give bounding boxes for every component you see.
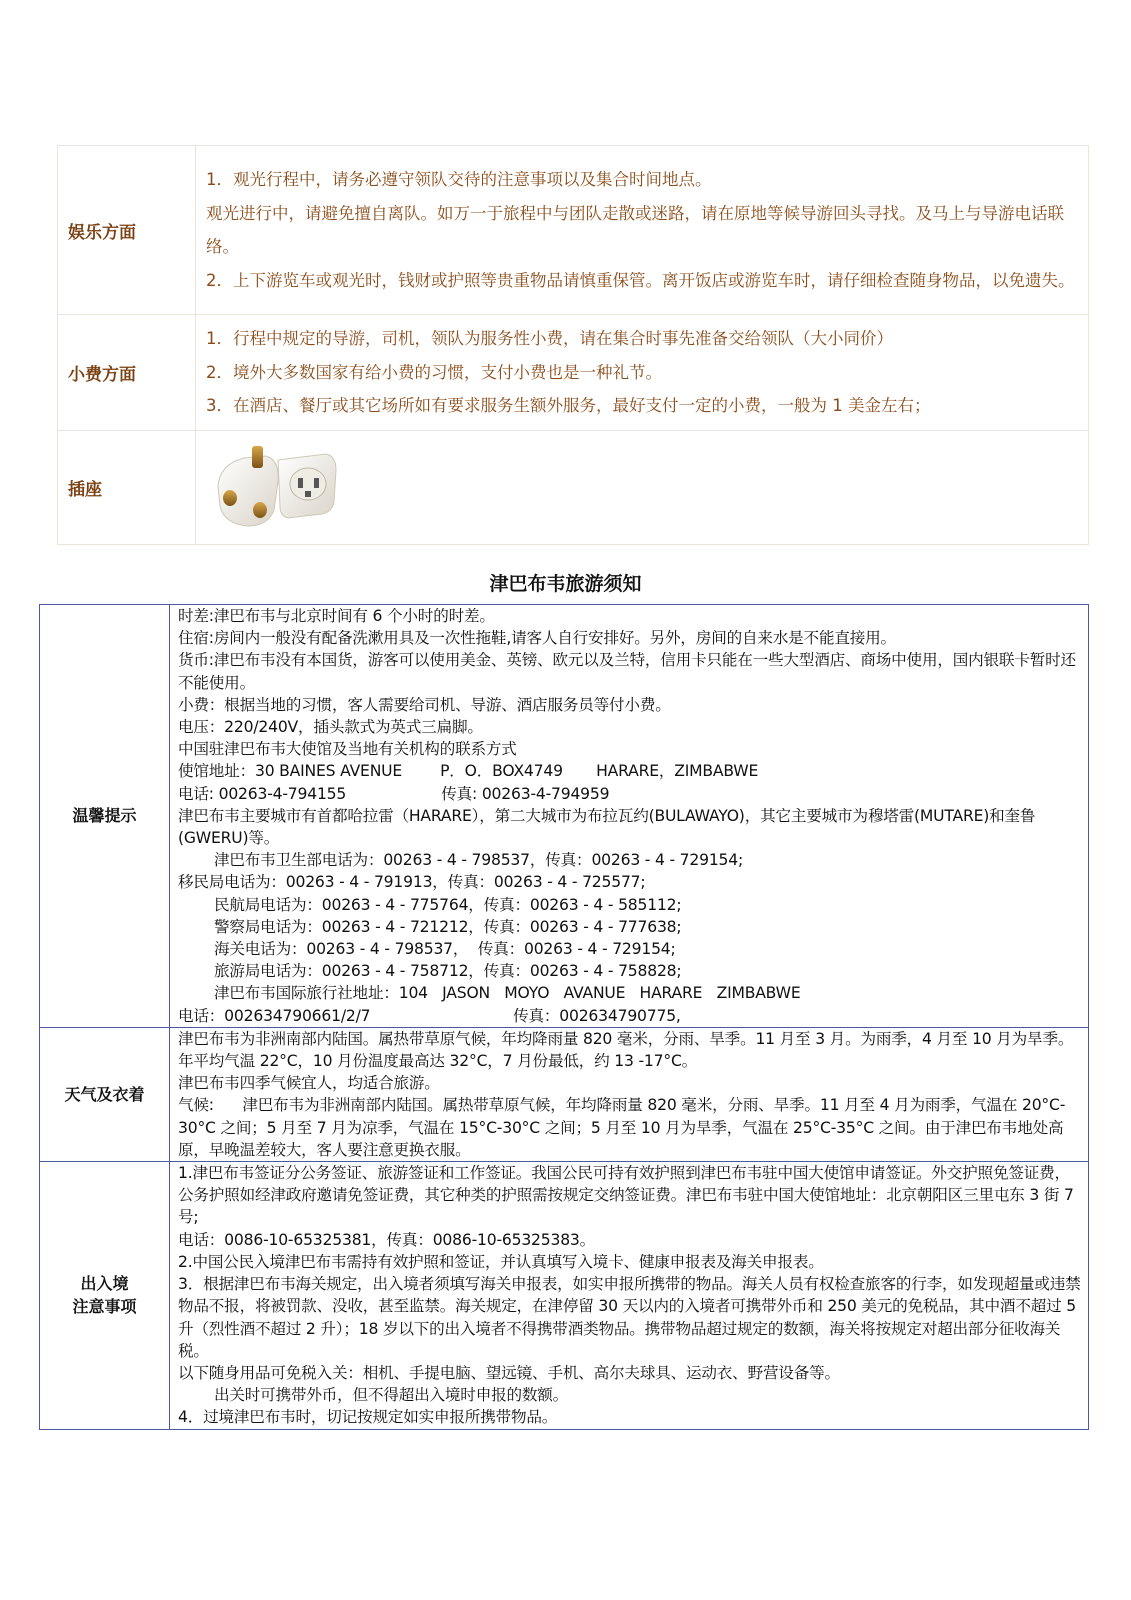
tips-line: 海关电话为：00263 - 4 - 798537， 传真：00263 - 4 - 729154;: [214, 940, 676, 959]
tips-line: 津巴布韦卫生部电话为：00263 - 4 - 798537，传真：00263 - 4 - 729154;: [214, 851, 744, 870]
zimbabwe-info-table: [39, 604, 1089, 1430]
tips-line: 货币:津巴布韦没有本国货，游客可以使用美金、英镑、欧元以及兰特，信用卡只能在一些大型酒店、商场中使用，国内银联卡暂时还不能使用。: [178, 651, 1076, 692]
entertainment-line-2: 观光进行中，请避免擅自离队。如万一于旅程中与团队走散或迷路，请在原地等候导游回头寻找。及马上与导游电话联络。: [206, 203, 1064, 256]
weather-line: 津巴布韦四季气候宜人，均适合旅游。: [178, 1074, 440, 1093]
tips-line: 使馆地址：30 BAINES AVENUE P．O．BOX4749 HARARE，ZIMBABWE: [178, 762, 759, 781]
entertainment-content: [196, 146, 1089, 315]
entertainment-row: [58, 146, 1089, 315]
tips-line: 小费：根据当地的习惯，客人需要给司机、导游、酒店服务员等付小费。: [178, 695, 671, 714]
entry-exit-line: 电话：0086-10-65325381，传真：0086-10-65325383。: [178, 1230, 596, 1249]
entry-exit-line: 3．根据津巴布韦海关规定，出入境者须填写海关申报表，如实申报所携带的物品。海关人员有权检查旅客的行李，如发现超量或违禁物品不报，将被罚款、没收，甚至监禁。海关规定，在津停留 30 天以内的入境者可携带外币和 250 美元的免税品，其中酒不超过 5 升（烈性酒不超过 2 升）；18 岁以下的出入境者不得携带酒类物品。携带物品超过规定的数额，海关将按规定对超出部分征收海关税。: [178, 1275, 1081, 1360]
weather-heading: 天气及衣着: [40, 1027, 170, 1161]
entry-exit-row: [40, 1162, 1089, 1429]
weather-line: 津巴布韦为非洲南部内陆国。属热带草原气候，年均降雨量 820 毫米，分雨、旱季。11 月至 3 月。为雨季，4 月至 10 月为旱季。年平均气温 22°C，10 月份温度最高达 32°C，7 月份最低，约 13 -17°C。: [178, 1029, 1074, 1071]
socket-row: [58, 431, 1089, 545]
document-title: 津巴布韦旅游须知: [489, 573, 642, 595]
tipping-row: [58, 315, 1089, 431]
tipping-line-3: 3．在酒店、餐厅或其它场所如有要求服务生额外服务，最好支付一定的小费，一般为 1 美金左右；: [206, 396, 931, 416]
entry-exit-heading-line-1: 出入境: [80, 1274, 129, 1294]
entertainment-line-1: 1．观光行程中，请务必遵守领队交待的注意事项以及集合时间地点。: [206, 170, 712, 189]
power-adapter-photo: [208, 436, 340, 540]
tips-line: 电压：220/240V，插头款式为英式三扁脚。: [178, 718, 483, 737]
tips-line: 警察局电话为：00263 - 4 - 721212，传真：00263 - 4 - 777638;: [214, 917, 682, 936]
tips-line: 旅游局电话为：00263 - 4 - 758712，传真：00263 - 4 - 758828;: [214, 962, 682, 981]
weather-content: [170, 1027, 1089, 1161]
weather-line: 气候: 津巴布韦为非洲南部内陆国。属热带草原气候，年均降雨量 820 毫米，分雨、旱季。11 月至 4 月为雨季，气温在 20°C-30°C 之间；5 月至 7 月为凉季，气温在 15°C-30°C 之间；5 月至 10 月为旱季，气温在 25°C-35°C 之间。由于津巴布韦地处高原，早晚温差较大，客人要注意更换衣服。: [178, 1096, 1066, 1159]
entry-exit-line: 出关时可携带外币，但不得超出入境时申报的数额。: [214, 1386, 569, 1405]
tipping-line-2: 2．境外大多数国家有给小费的习惯，支付小费也是一种礼节。: [206, 362, 662, 382]
weather-row: [40, 1027, 1089, 1161]
tips-content: [170, 605, 1089, 1028]
tips-heading: 温馨提示: [40, 605, 170, 1028]
entry-exit-line: 以下随身用品可免税入关：相机、手提电脑、望远镜、手机、高尔夫球具、运动衣、野营设备等。: [178, 1363, 840, 1382]
socket-content: [196, 431, 1089, 545]
entry-exit-content: [170, 1162, 1089, 1429]
entertainment-line-3: 2．上下游览车或观光时，钱财或护照等贵重物品请慎重保管。离开饭店或游览车时，请仔细检查随身物品，以免遗失。: [206, 270, 1075, 290]
tipping-line-1: 1．行程中规定的导游，司机，领队为服务性小费，请在集合时事先准备交给领队（大小同价）: [206, 329, 893, 349]
tips-line: 电话：002634790661/2/7 传真：002634790775,: [178, 1006, 681, 1025]
tipping-heading: 小费方面: [58, 315, 196, 431]
tips-line: 津巴布韦主要城市有首都哈拉雷（HARARE），第二大城市为布拉瓦约(BULAWAYO)，其它主要城市为穆塔雷(MUTARE)和奎鲁(GWERU)等。: [178, 806, 1036, 848]
travel-notes-table: [57, 145, 1089, 545]
tips-row: [40, 605, 1089, 1028]
tips-line: 津巴布韦国际旅行社地址：104 JASON MOYO AVANUE HARARE ZIMBABWE: [214, 984, 801, 1003]
entry-exit-heading: [40, 1162, 170, 1429]
tips-line: 时差:津巴布韦与北京时间有 6 个小时的时差。: [178, 607, 495, 625]
tips-line: 民航局电话为：00263 - 4 - 775764，传真：00263 - 4 - 585112;: [214, 895, 682, 914]
socket-heading: 插座: [58, 431, 196, 545]
tips-line: 电话: 00263-4-794155 传真: 00263-4-794959: [178, 784, 610, 803]
tips-line: 住宿:房间内一般没有配备洗漱用具及一次性拖鞋,请客人自行安排好。另外，房间的自来水是不能直接用。: [178, 629, 896, 648]
tips-line: 中国驻津巴布韦大使馆及当地有关机构的联系方式: [178, 740, 517, 759]
entry-exit-line: 4．过境津巴布韦时，切记按规定如实申报所携带物品。: [178, 1408, 558, 1427]
entry-exit-heading-line-2: 注意事项: [72, 1297, 137, 1317]
entry-exit-line: 2.中国公民入境津巴布韦需持有效护照和签证，并认真填写入境卡、健康申报表及海关申报表。: [178, 1252, 824, 1271]
tips-line: 移民局电话为：00263 - 4 - 791913，传真：00263 - 4 - 725577;: [178, 873, 646, 892]
entertainment-heading: 娱乐方面: [58, 146, 196, 315]
entry-exit-line: 1.津巴布韦签证分公务签证、旅游签证和工作签证。我国公民可持有效护照到津巴布韦驻中国大使馆申请签证。外交护照免签证费，公务护照如经津政府邀请免签证费，其它种类的护照需按规定交纳签证费。津巴布韦驻中国大使馆地址：北京朝阳区三里屯东 3 街 7 号;: [178, 1164, 1074, 1227]
tipping-content: [196, 315, 1089, 431]
